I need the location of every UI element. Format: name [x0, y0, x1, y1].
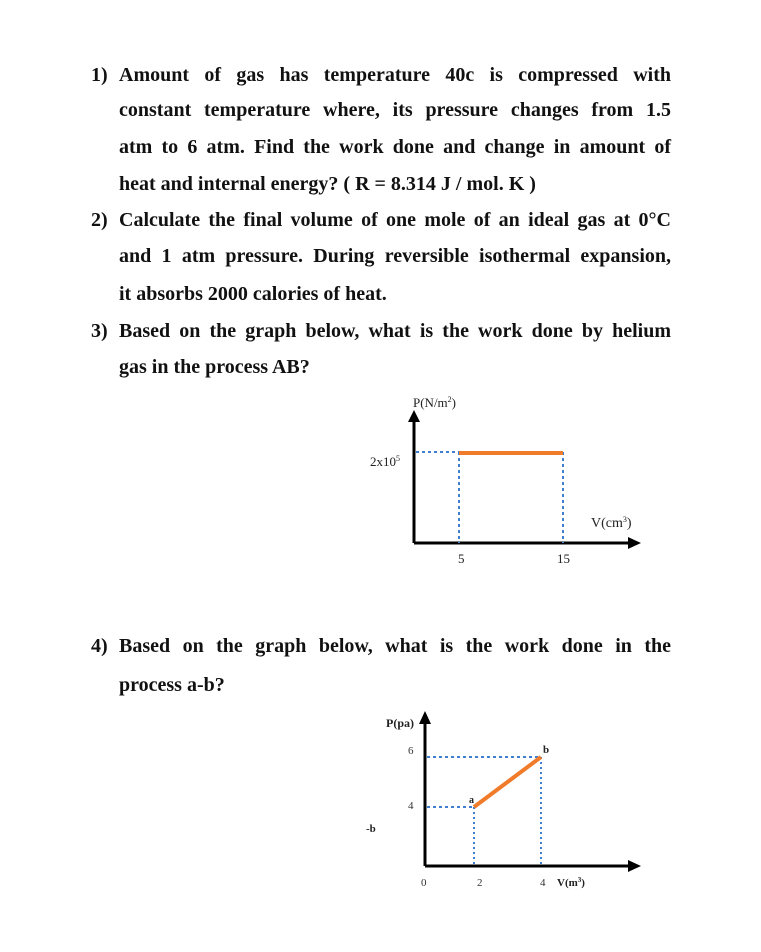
x-tick-label: 5	[458, 551, 465, 566]
point-b-label: b	[543, 744, 550, 756]
x-tick-label: 2	[477, 877, 483, 889]
question-line: heat and internal energy? ( R = 8.314 J / mol. K )	[119, 173, 536, 195]
y-axis-label: P(pa)	[386, 716, 414, 730]
question-line: process a-b?	[119, 674, 225, 696]
y-axis-arrow	[419, 711, 431, 724]
question-number: 4)	[91, 635, 108, 657]
question-line: and 1 atm pressure. During reversible isothermal expansion,	[119, 245, 671, 267]
y-tick-label: $2x10^5$	[370, 454, 400, 469]
x-axis-label: $V(m^3)$	[557, 876, 585, 889]
question-line: atm to 6 atm. Find the work done and change in amount of	[119, 136, 671, 158]
y-tick-label: 6	[408, 745, 414, 757]
question-line: Calculate the final volume of one mole of an ideal gas at 0°C	[119, 209, 671, 231]
x-tick-label: 0	[421, 877, 427, 889]
question-number: 3)	[91, 320, 108, 342]
question-line: it absorbs 2000 calories of heat.	[119, 283, 387, 305]
question-line: Amount of gas has temperature 40c is compressed with	[119, 64, 671, 86]
question-number: 1)	[91, 64, 108, 86]
x-axis-label: $V(cm^3)$	[591, 515, 632, 531]
y-axis-label: $P(N/m^2)$	[413, 395, 457, 410]
x-tick-label: 15	[557, 551, 570, 566]
question-number: 2)	[91, 209, 108, 231]
x-tick-label: 4	[540, 877, 546, 889]
question-line: constant temperature where, its pressure changes from 1.5	[119, 99, 671, 121]
point-a-label: a	[469, 795, 474, 806]
question-line: Based on the graph below, what is the work done in the	[119, 635, 671, 657]
y-tick-label: 4	[408, 800, 414, 812]
question-line: Based on the graph below, what is the work done by helium	[119, 320, 671, 342]
side-label: -b	[366, 823, 376, 835]
process-line-a-b	[474, 757, 541, 807]
x-axis-arrow	[628, 860, 641, 872]
question-line: gas in the process AB?	[119, 356, 310, 378]
